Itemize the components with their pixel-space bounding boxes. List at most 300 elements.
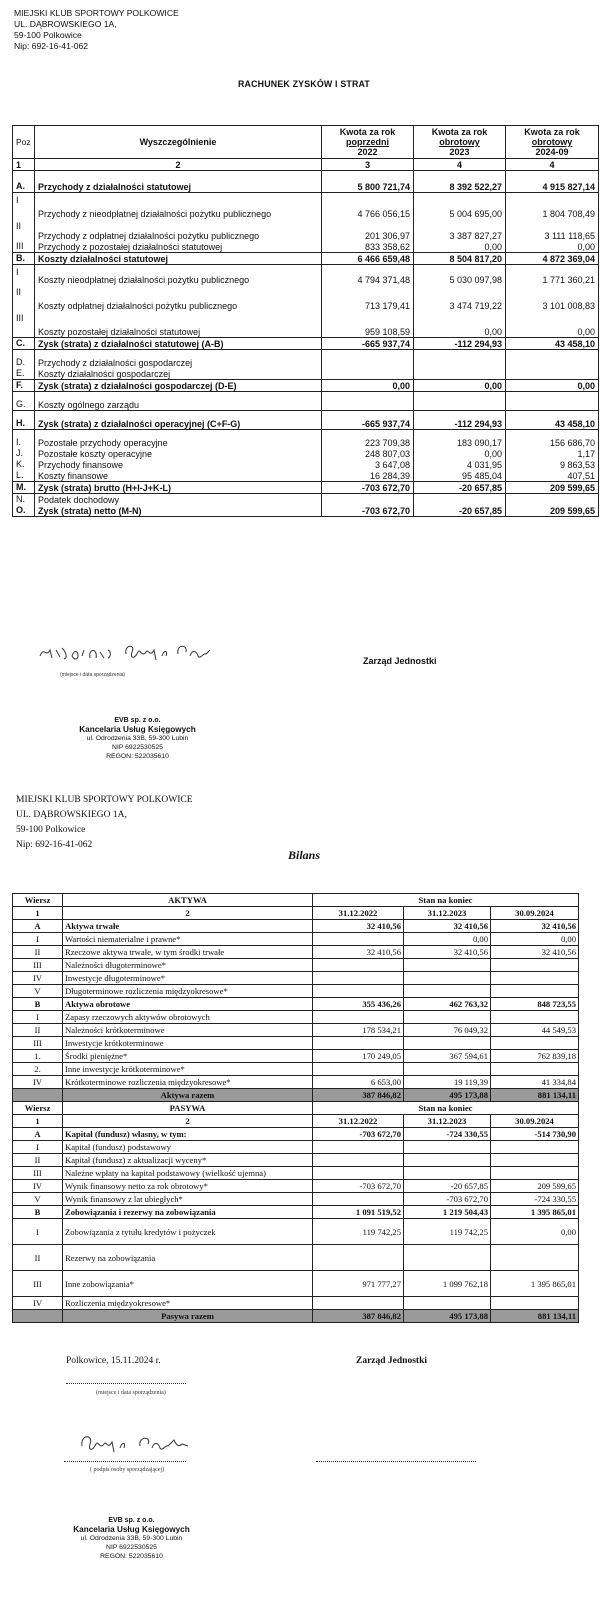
row-amount: 4 031,95 bbox=[414, 459, 506, 470]
row-amount bbox=[404, 1297, 491, 1310]
pl-row bbox=[13, 219, 599, 241]
pl-row bbox=[13, 494, 599, 506]
column-number: 1 bbox=[13, 1115, 63, 1128]
spacer-cell bbox=[13, 350, 35, 358]
aktywa-row bbox=[13, 998, 579, 1011]
row-amount: 95 485,04 bbox=[414, 470, 506, 482]
row-label: Kapitał (fundusz) podstawowy bbox=[63, 1141, 313, 1154]
aktywa-row bbox=[13, 1037, 579, 1050]
row-amount: 1 219 504,43 bbox=[404, 1206, 491, 1219]
row-amount bbox=[313, 1037, 404, 1050]
row-label: Koszty ogólnego zarządu bbox=[35, 399, 322, 411]
row-label: Przychody z nieodpłatnej działalności pożytku publicznego bbox=[35, 193, 322, 220]
pasywa-row bbox=[13, 1245, 579, 1271]
row-amount bbox=[491, 1037, 579, 1050]
spacer-cell bbox=[506, 430, 599, 438]
row-amount bbox=[313, 1245, 404, 1271]
row-amount: 119 742,25 bbox=[404, 1219, 491, 1245]
row-amount: 367 594,61 bbox=[404, 1050, 491, 1063]
row-amount: 0,00 bbox=[404, 933, 491, 946]
total-label: Pasywa razem bbox=[63, 1310, 313, 1323]
pasywa-total-row bbox=[13, 1310, 579, 1323]
row-amount: -112 294,93 bbox=[414, 338, 506, 350]
row-amount: 43 458,10 bbox=[506, 338, 599, 350]
row-position: M. bbox=[13, 482, 35, 494]
spacer-cell bbox=[414, 350, 506, 358]
row-amount bbox=[322, 399, 414, 411]
row-amount bbox=[322, 357, 414, 368]
row-number: II bbox=[13, 1154, 63, 1167]
row-amount: -20 657,85 bbox=[414, 505, 506, 517]
row-position: N. bbox=[13, 494, 35, 506]
accounting-office-stamp-2 bbox=[44, 1516, 219, 1561]
pasywa-row bbox=[13, 1180, 579, 1193]
row-label: Zysk (strata) z działalności statutowej (A-B) bbox=[35, 338, 322, 350]
row-amount: -703 672,70 bbox=[322, 482, 414, 494]
profit-loss-table bbox=[12, 125, 599, 517]
header-amount-3 bbox=[506, 126, 599, 159]
spacer-cell bbox=[13, 392, 35, 400]
row-amount: 32 410,56 bbox=[491, 946, 579, 959]
row-number: A bbox=[13, 1128, 63, 1141]
row-amount: 223 709,38 bbox=[322, 437, 414, 448]
column-date: 31.12.2022 bbox=[313, 1115, 404, 1128]
row-amount bbox=[491, 959, 579, 972]
total-amount: 495 173,88 bbox=[404, 1089, 491, 1102]
total-amount: 387 846,82 bbox=[313, 1310, 404, 1323]
header-line: 2024-09 bbox=[535, 147, 569, 157]
row-label: Należności krótkoterminowe bbox=[63, 1024, 313, 1037]
pl-row bbox=[13, 399, 599, 411]
row-amount: 156 686,70 bbox=[506, 437, 599, 448]
column-number: 2 bbox=[63, 907, 313, 920]
row-amount: 32 410,56 bbox=[404, 946, 491, 959]
row-amount: 119 742,25 bbox=[313, 1219, 404, 1245]
row-amount: 1 395 865,01 bbox=[491, 1206, 579, 1219]
row-position: F. bbox=[13, 380, 35, 392]
row-amount bbox=[414, 357, 506, 368]
row-amount bbox=[491, 1063, 579, 1076]
row-label: Przychody finansowe bbox=[35, 459, 322, 470]
aktywa-row bbox=[13, 972, 579, 985]
pasywa-row bbox=[13, 1154, 579, 1167]
row-amount: 1 771 360,21 bbox=[506, 265, 599, 286]
row-position: II bbox=[13, 285, 35, 311]
row-amount: 0,00 bbox=[491, 933, 579, 946]
pl-row bbox=[13, 459, 599, 470]
row-label: Pozostałe koszty operacyjne bbox=[35, 448, 322, 459]
organization-header bbox=[14, 8, 179, 52]
row-number: 1. bbox=[13, 1050, 63, 1063]
row-position: J. bbox=[13, 448, 35, 459]
row-amount bbox=[491, 1297, 579, 1310]
board-label: Zarząd Jednostki bbox=[363, 656, 437, 666]
row-amount bbox=[491, 1011, 579, 1024]
stamp-office: Kancelaria Usług Księgowych bbox=[79, 725, 196, 734]
spacer-cell bbox=[13, 171, 35, 182]
stamp-company: EVB sp. z o.o. bbox=[108, 1517, 155, 1524]
pl-gap-row bbox=[13, 411, 599, 419]
row-amount: 5 004 695,00 bbox=[414, 193, 506, 220]
row-position: III bbox=[13, 241, 35, 253]
pl-row bbox=[13, 470, 599, 482]
row-amount: 0,00 bbox=[506, 380, 599, 392]
pasywa-row bbox=[13, 1193, 579, 1206]
row-number: I bbox=[13, 933, 63, 946]
row-label: Aktywa trwałe bbox=[63, 920, 313, 933]
row-amount bbox=[491, 1141, 579, 1154]
board-signature-line bbox=[316, 1461, 476, 1462]
spacer-cell bbox=[506, 171, 599, 182]
row-amount bbox=[313, 933, 404, 946]
row-number: IV bbox=[13, 1297, 63, 1310]
stamp-address: ul. Odrodzenia 33B, 59-300 Lubin bbox=[86, 735, 189, 742]
row-amount: 16 284,39 bbox=[322, 470, 414, 482]
row-amount: 833 358,62 bbox=[322, 241, 414, 253]
row-amount: 713 179,41 bbox=[322, 285, 414, 311]
row-number: IV bbox=[13, 972, 63, 985]
header-line: obrotowy bbox=[531, 137, 573, 147]
row-label: Podatek dochodowy bbox=[35, 494, 322, 506]
aktywa-row bbox=[13, 1011, 579, 1024]
row-amount: 0,00 bbox=[414, 448, 506, 459]
row-label: Inwestycje krótkoterminowe bbox=[63, 1037, 313, 1050]
row-amount: 8 392 522,27 bbox=[414, 181, 506, 193]
header-line: Kwota za rok bbox=[431, 127, 488, 137]
spacer-cell bbox=[322, 411, 414, 419]
row-label: Inwestycje długoterminowe* bbox=[63, 972, 313, 985]
row-amount: 44 549,53 bbox=[491, 1024, 579, 1037]
row-amount: 248 807,03 bbox=[322, 448, 414, 459]
row-amount bbox=[506, 494, 599, 506]
row-amount: 19 119,39 bbox=[404, 1076, 491, 1089]
row-label: Zobowiązania i rezerwy na zobowiązania bbox=[63, 1206, 313, 1219]
pl-row bbox=[13, 505, 599, 517]
row-label: Rozliczenia międzyokresowe* bbox=[63, 1297, 313, 1310]
aktywa-header-row bbox=[13, 894, 579, 907]
row-amount: 43 458,10 bbox=[506, 418, 599, 430]
spacer-cell bbox=[13, 430, 35, 438]
row-amount: 462 763,32 bbox=[404, 998, 491, 1011]
row-amount: 762 839,18 bbox=[491, 1050, 579, 1063]
row-amount bbox=[313, 959, 404, 972]
row-amount: 209 599,65 bbox=[506, 482, 599, 494]
row-amount: -112 294,93 bbox=[414, 418, 506, 430]
row-amount: 76 049,32 bbox=[404, 1024, 491, 1037]
row-position: H. bbox=[13, 418, 35, 430]
spacer-cell bbox=[322, 392, 414, 400]
pasywa-row bbox=[13, 1167, 579, 1180]
pl-row bbox=[13, 338, 599, 350]
org-name: MIEJSKI KLUB SPORTOWY POLKOWICE bbox=[14, 8, 179, 18]
column-number: 4 bbox=[506, 159, 599, 171]
pl-title: RACHUNEK ZYSKÓW I STRAT bbox=[238, 79, 370, 89]
spacer-cell bbox=[13, 411, 35, 419]
row-amount bbox=[414, 399, 506, 411]
row-label: Koszty działalności gospodarczej bbox=[35, 368, 322, 380]
spacer-cell bbox=[414, 411, 506, 419]
header-stan: Stan na koniec bbox=[313, 1102, 579, 1115]
row-amount bbox=[404, 1245, 491, 1271]
row-amount: -703 672,70 bbox=[404, 1193, 491, 1206]
spacer-cell bbox=[506, 392, 599, 400]
row-label: Rzeczowe aktywa trwałe, w tym środki trwałe bbox=[63, 946, 313, 959]
org-nip: Nip: 692-16-41-062 bbox=[16, 840, 93, 850]
row-amount: 5 800 721,74 bbox=[322, 181, 414, 193]
header-stan: Stan na koniec bbox=[313, 894, 579, 907]
row-amount bbox=[313, 985, 404, 998]
signature-line bbox=[64, 1461, 186, 1462]
row-label: Kapitał (fundusz) z aktualizacji wyceny* bbox=[63, 1154, 313, 1167]
header-line: poprzedni bbox=[346, 137, 389, 147]
row-amount: 0,00 bbox=[491, 1219, 579, 1245]
row-number: II bbox=[13, 1245, 63, 1271]
column-number: 2 bbox=[35, 159, 322, 171]
row-amount bbox=[506, 357, 599, 368]
spacer-cell bbox=[414, 430, 506, 438]
row-position: K. bbox=[13, 459, 35, 470]
balance-title: Bilans bbox=[287, 848, 320, 862]
row-amount: 4 915 827,14 bbox=[506, 181, 599, 193]
header-wiersz: Wiersz bbox=[13, 1102, 63, 1115]
row-amount bbox=[491, 985, 579, 998]
accounting-office-stamp bbox=[50, 716, 225, 761]
row-number: IV bbox=[13, 1076, 63, 1089]
row-amount: 959 108,59 bbox=[322, 311, 414, 338]
row-amount: 32 410,56 bbox=[313, 946, 404, 959]
row-label: Przychody z działalności gospodarczej bbox=[35, 357, 322, 368]
place-date-line bbox=[66, 1383, 186, 1384]
row-amount: -703 672,70 bbox=[322, 505, 414, 517]
row-position: A. bbox=[13, 181, 35, 193]
row-amount bbox=[404, 1141, 491, 1154]
stamp-nip: NIP 6922530525 bbox=[106, 1544, 157, 1551]
row-label: Zysk (strata) z działalności gospodarczej (D-E) bbox=[35, 380, 322, 392]
row-amount bbox=[404, 972, 491, 985]
row-amount: 6 466 659,48 bbox=[322, 253, 414, 265]
row-position: O. bbox=[13, 505, 35, 517]
aktywa-row bbox=[13, 1024, 579, 1037]
row-amount: 407,51 bbox=[506, 470, 599, 482]
aktywa-row bbox=[13, 1063, 579, 1076]
pl-row bbox=[13, 482, 599, 494]
aktywa-total-row bbox=[13, 1089, 579, 1102]
handwritten-signature bbox=[78, 1432, 198, 1454]
row-amount: 201 306,97 bbox=[322, 219, 414, 241]
column-number: 3 bbox=[322, 159, 414, 171]
row-amount: 9 863,53 bbox=[506, 459, 599, 470]
row-label: Krótkoterminowe rozliczenia międzyokresowe* bbox=[63, 1076, 313, 1089]
row-amount: -724 330,55 bbox=[404, 1128, 491, 1141]
row-label: Inne zobowiązania* bbox=[63, 1271, 313, 1297]
row-amount bbox=[506, 399, 599, 411]
pl-row bbox=[13, 380, 599, 392]
row-number: III bbox=[13, 1271, 63, 1297]
row-position: II bbox=[13, 219, 35, 241]
row-amount: 3 111 118,65 bbox=[506, 219, 599, 241]
pl-row bbox=[13, 368, 599, 380]
pl-row bbox=[13, 193, 599, 220]
total-amount: 495 173,88 bbox=[404, 1310, 491, 1323]
row-amount: 32 410,56 bbox=[404, 920, 491, 933]
row-amount: 0,00 bbox=[322, 380, 414, 392]
row-amount bbox=[313, 1193, 404, 1206]
row-label: Należne wpłaty na kapitał podstawowy (wielkość ujemna) bbox=[63, 1167, 313, 1180]
row-label: Wynik finansowy z lat ubiegłych* bbox=[63, 1193, 313, 1206]
column-date: 30.09.2024 bbox=[491, 1115, 579, 1128]
row-number: III bbox=[13, 959, 63, 972]
spacer-cell bbox=[322, 350, 414, 358]
row-label: Przychody z odpłatnej działalności pożytku publicznego bbox=[35, 219, 322, 241]
row-amount: 3 474 719,22 bbox=[414, 285, 506, 311]
row-amount: 41 334,84 bbox=[491, 1076, 579, 1089]
header-amount-1 bbox=[322, 126, 414, 159]
pasywa-date-row bbox=[13, 1115, 579, 1128]
row-label: Koszty działalności statutowej bbox=[35, 253, 322, 265]
aktywa-row bbox=[13, 946, 579, 959]
header-line: Kwota za rok bbox=[524, 127, 580, 137]
pl-row bbox=[13, 437, 599, 448]
pasywa-header-row bbox=[13, 1102, 579, 1115]
org-nip: Nip: 692-16-41-062 bbox=[14, 41, 89, 51]
row-amount bbox=[414, 494, 506, 506]
pasywa-row bbox=[13, 1271, 579, 1297]
place-date-caption-2: (miejsce i data sporządzenia) bbox=[96, 1390, 166, 1396]
row-amount: 3 101 008,83 bbox=[506, 285, 599, 311]
row-amount: 170 249,05 bbox=[313, 1050, 404, 1063]
organization-header-2 bbox=[16, 793, 193, 853]
pasywa-row bbox=[13, 1297, 579, 1310]
row-amount bbox=[322, 368, 414, 380]
row-position: I. bbox=[13, 437, 35, 448]
row-amount: 1 804 708,49 bbox=[506, 193, 599, 220]
pl-gap-row bbox=[13, 350, 599, 358]
header-poz: Poz bbox=[13, 126, 35, 159]
total-label: Aktywa razem bbox=[63, 1089, 313, 1102]
aktywa-date-row bbox=[13, 907, 579, 920]
total-blank bbox=[13, 1310, 63, 1323]
org-city: 59-100 Polkowice bbox=[16, 825, 86, 835]
stamp-company: EVB sp. z o.o. bbox=[114, 717, 161, 724]
header-amount-2 bbox=[414, 126, 506, 159]
balance-sheet-table bbox=[12, 893, 579, 1323]
aktywa-row bbox=[13, 1076, 579, 1089]
header-line: obrotowy bbox=[439, 137, 480, 147]
handwritten-date-signature bbox=[38, 640, 238, 664]
row-amount: 1,17 bbox=[506, 448, 599, 459]
row-label: Zobowiązania z tytułu kredytów i pożyczek bbox=[63, 1219, 313, 1245]
stamp-nip: NIP 6922530525 bbox=[112, 744, 163, 751]
row-amount bbox=[414, 368, 506, 380]
pl-row bbox=[13, 448, 599, 459]
spacer-cell bbox=[322, 171, 414, 182]
column-date: 31.12.2023 bbox=[404, 1115, 491, 1128]
pl-row bbox=[13, 357, 599, 368]
row-amount: -665 937,74 bbox=[322, 338, 414, 350]
header-line: 2023 bbox=[449, 147, 470, 157]
header-label: PASYWA bbox=[63, 1102, 313, 1115]
row-amount bbox=[404, 985, 491, 998]
spacer-cell bbox=[414, 392, 506, 400]
pl-row bbox=[13, 253, 599, 265]
spacer-cell bbox=[35, 171, 322, 182]
row-amount: -703 672,70 bbox=[313, 1128, 404, 1141]
pl-row bbox=[13, 285, 599, 311]
org-street: UL. DĄBROWSKIEGO 1A, bbox=[16, 810, 127, 820]
pl-row bbox=[13, 265, 599, 286]
row-number: I bbox=[13, 1141, 63, 1154]
row-amount bbox=[313, 1141, 404, 1154]
row-number: III bbox=[13, 1037, 63, 1050]
row-label: Zysk (strata) brutto (H+I-J+K-L) bbox=[35, 482, 322, 494]
row-amount bbox=[491, 972, 579, 985]
row-amount bbox=[491, 1167, 579, 1180]
row-number: IV bbox=[13, 1180, 63, 1193]
row-amount: 32 410,56 bbox=[491, 920, 579, 933]
row-amount: 1 099 762,18 bbox=[404, 1271, 491, 1297]
row-label: Rezerwy na zobowiązania bbox=[63, 1245, 313, 1271]
total-amount: 881 134,11 bbox=[491, 1089, 579, 1102]
row-label: Koszty finansowe bbox=[35, 470, 322, 482]
row-number: B bbox=[13, 998, 63, 1011]
row-amount: 1 091 519,52 bbox=[313, 1206, 404, 1219]
aktywa-row bbox=[13, 959, 579, 972]
row-amount: 3 647,08 bbox=[322, 459, 414, 470]
spacer-cell bbox=[35, 411, 322, 419]
row-amount: -514 730,90 bbox=[491, 1128, 579, 1141]
org-city: 59-100 Polkowice bbox=[14, 30, 82, 40]
pl-gap-row bbox=[13, 430, 599, 438]
row-amount bbox=[313, 972, 404, 985]
spacer-cell bbox=[35, 430, 322, 438]
row-amount: 0,00 bbox=[414, 380, 506, 392]
row-position: G. bbox=[13, 399, 35, 411]
aktywa-row bbox=[13, 933, 579, 946]
row-position: E. bbox=[13, 368, 35, 380]
total-amount: 387 846,82 bbox=[313, 1089, 404, 1102]
pl-header-row bbox=[13, 126, 599, 159]
row-amount: 32 410,56 bbox=[313, 920, 404, 933]
row-number: 2. bbox=[13, 1063, 63, 1076]
row-number: B bbox=[13, 1206, 63, 1219]
pl-number-row bbox=[13, 159, 599, 171]
column-date: 30.09.2024 bbox=[491, 907, 579, 920]
org-name: MIEJSKI KLUB SPORTOWY POLKOWICE bbox=[16, 795, 193, 805]
row-label: Przychody z pozostałej działalności statutowej bbox=[35, 241, 322, 253]
row-number: A bbox=[13, 920, 63, 933]
row-amount: 183 090,17 bbox=[414, 437, 506, 448]
pl-row bbox=[13, 418, 599, 430]
row-label: Zapasy rzeczowych aktywów obrotowych bbox=[63, 1011, 313, 1024]
column-date: 31.12.2023 bbox=[404, 907, 491, 920]
spacer-cell bbox=[35, 350, 322, 358]
header-label: AKTYWA bbox=[63, 894, 313, 907]
row-label: Koszty pozostałej działalności statutowej bbox=[35, 311, 322, 338]
row-amount bbox=[404, 959, 491, 972]
pasywa-row bbox=[13, 1219, 579, 1245]
row-amount: -20 657,85 bbox=[404, 1180, 491, 1193]
row-amount: -703 672,70 bbox=[313, 1180, 404, 1193]
total-blank bbox=[13, 1089, 63, 1102]
row-amount bbox=[404, 1063, 491, 1076]
row-amount bbox=[491, 1154, 579, 1167]
column-date: 31.12.2022 bbox=[313, 907, 404, 920]
row-position: III bbox=[13, 311, 35, 338]
row-amount: 4 872 369,04 bbox=[506, 253, 599, 265]
pl-row bbox=[13, 241, 599, 253]
stamp-regon: REGON: 522035610 bbox=[106, 753, 169, 760]
row-amount: 0,00 bbox=[414, 241, 506, 253]
